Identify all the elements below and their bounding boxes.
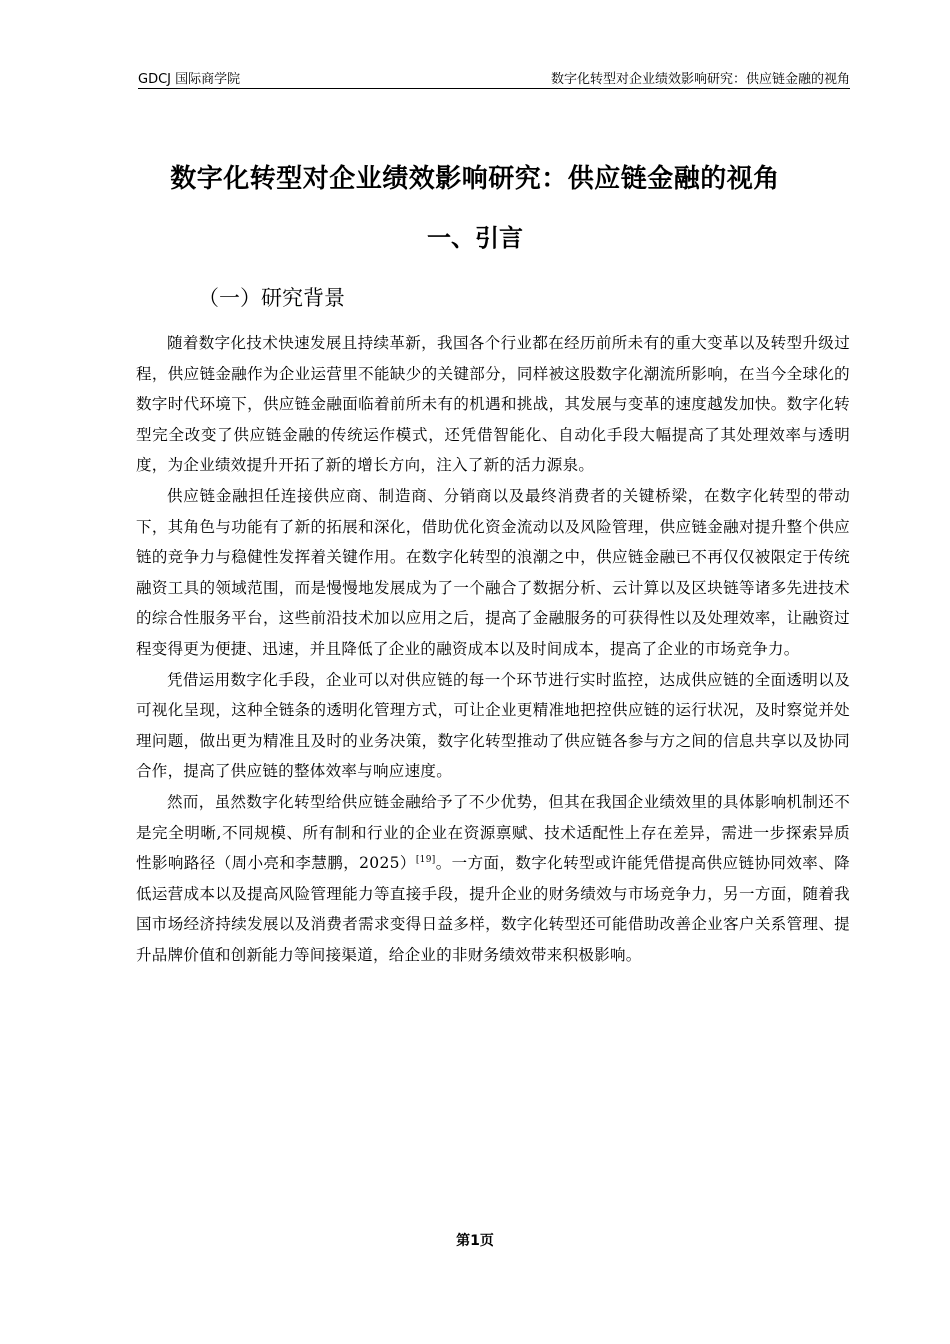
section-heading: 一、引言 <box>427 224 523 252</box>
citation-19[interactable]: [19] <box>415 854 436 865</box>
paragraph-2: 供应链金融担任连接供应商、制造商、分销商以及最终消费者的关键桥梁，在数字化转型的带动下，其角色与功能有了新的拓展和深化，借助优化资金流动以及风险管理，供应链金融对提升整个供应链的竞争力与稳健性发挥着关键作用。在数字化转型的浪潮之中，供应链金融已不再仅仅被限定于传统融资工具的领域范围，而是慢慢地发展成为了一个融合了数据分析、云计算以及区块链等诸多先进技术的综合性服务平台，这些前沿技术加以应用之后，提高了金融服务的可获得性以及处理效率，让融资过程变得更为便捷、迅速，并且降低了企业的融资成本以及时间成本，提高了企业的市场竞争力。 <box>136 486 850 658</box>
header-running-title: 数字化转型对企业绩效影响研究：供应链金融的视角 <box>550 72 850 87</box>
header-institution: GDCJ 国际商学院 <box>138 72 241 87</box>
page-number: 第1页 <box>456 1233 494 1249</box>
document-title: 数字化转型对企业绩效影响研究：供应链金融的视角 <box>170 164 780 194</box>
paragraph-4-text-before: 然而，虽然数字化转型给供应链金融给予了不少优势，但其在我国企业绩效里的具体影响机制还不是完全明晰,不同规模、所有制和行业的企业在资源禀赋、技术适配性上存在差异，需进一步探索异质性影响路径（周小亮和李慧鹏，2025） <box>136 792 850 873</box>
subsection-heading: （一）研究背景 <box>198 286 345 310</box>
paragraph-4 <box>136 787 850 971</box>
paragraph-3: 凭借运用数字化手段，企业可以对供应链的每一个环节进行实时监控，达成供应链的全面透明以及可视化呈现，这种全链条的透明化管理方式，可让企业更精准地把控供应链的运行状况，及时察觉并处理问题，做出更为精准且及时的业务决策，数字化转型推动了供应链各参与方之间的信息共享以及协同合作，提高了供应链的整体效率与响应速度。 <box>136 670 850 781</box>
document-body <box>136 328 850 970</box>
paragraph-1: 随着数字化技术快速发展且持续革新，我国各个行业都在经历前所未有的重大变革以及转型升级过程，供应链金融作为企业运营里不能缺少的关键部分，同样被这股数字化潮流所影响，在当今全球化的数字时代环境下，供应链金融面临着前所未有的机遇和挑战，其发展与变革的速度越发加快。数字化转型完全改变了供应链金融的传统运作模式，还凭借智能化、自动化手段大幅提高了其处理效率与透明度，为企业绩效提升开拓了新的增长方向，注入了新的活力源泉。 <box>136 334 850 475</box>
paragraph-4-text-after: 。一方面，数字化转型或许能凭借提高供应链协同效率、降低运营成本以及提高风险管理能力等直接手段，提升企业的财务绩效与市场竞争力，另一方面，随着我国市场经济持续发展以及消费者需求变得日益多样，数字化转型还可能借助改善企业客户关系管理、提升品牌价值和创新能力等间接渠道，给企业的非财务绩效带来积极影响。 <box>136 854 850 964</box>
page-header <box>138 64 850 89</box>
